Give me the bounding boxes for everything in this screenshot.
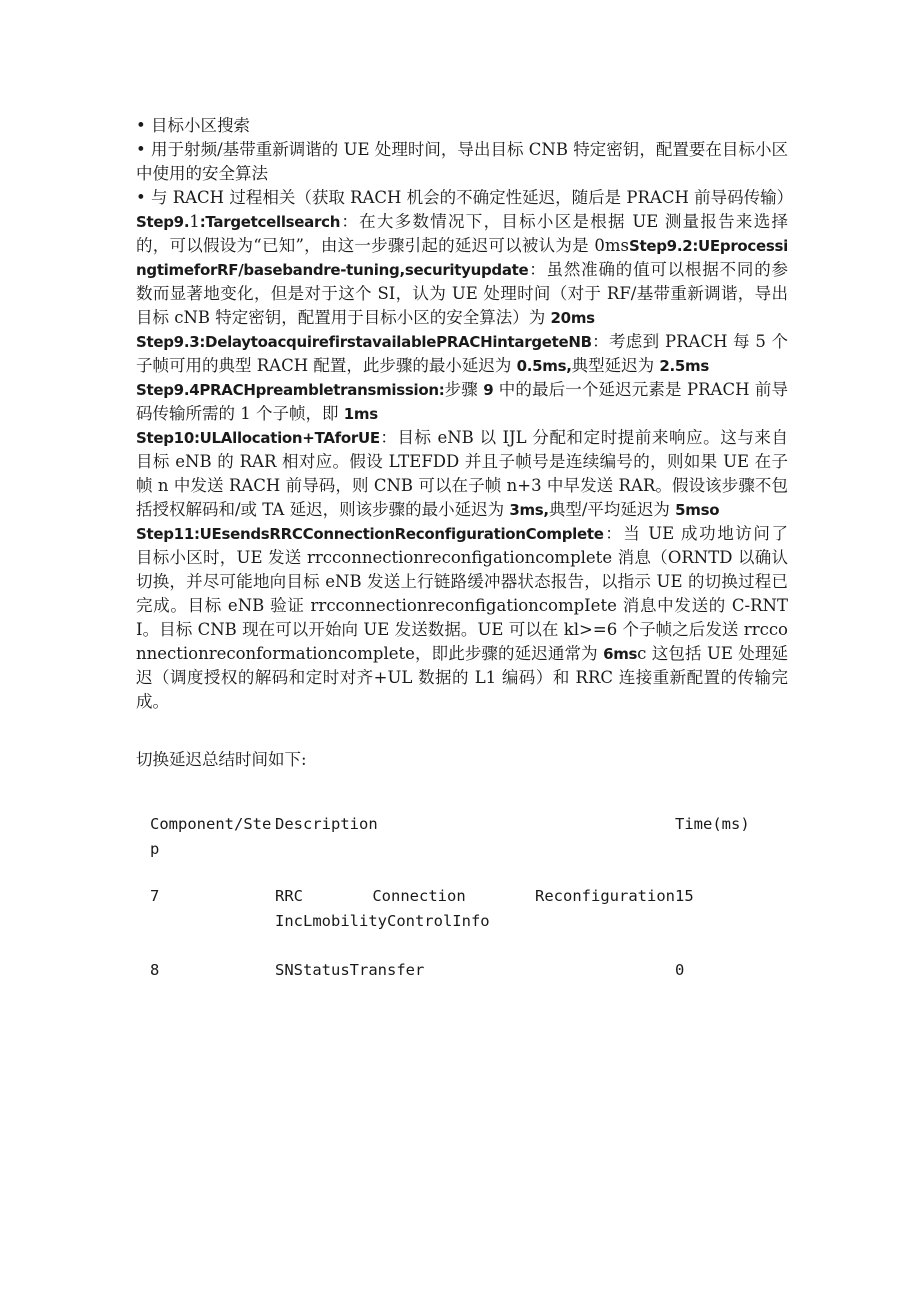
table-row: [150, 884, 765, 958]
step-value: 5mso: [675, 501, 720, 519]
step-heading: Step9.2:UEprocessingtimeforRF/basebandre-tuning,securityupdate: [136, 237, 788, 279]
bullet-item: • 用于射频/基带重新调谐的 UE 处理时间，导出目标 CNB 特定密钥，配置要在目标小区中使用的安全算法: [136, 140, 788, 183]
step-heading-num: 1: [189, 212, 200, 231]
step-9-1-paragraph: [136, 210, 788, 330]
step-heading: Step9.: [136, 213, 190, 231]
description-word: RRC: [275, 887, 303, 905]
step-text: 典型延迟为: [571, 356, 660, 375]
cell-time: 0: [675, 961, 685, 979]
cell-step: 7: [150, 887, 160, 905]
step-text: ：目标 eNB 以 IJL 分配和定时提前来响应。这与来自目标 eNB 的 RAR 相对应。假设 LTEFDD 并且子帧号是连续编号的，则如果 UE 在子帧 n 中发送 RACH 前导码，则 CNB 可以在子帧 n+3 中早发送 RAR。假设该步骤不包括授权解码和/或 TA 延迟，则该步骤的最小延迟为: [136, 428, 788, 519]
step-value: 3ms,: [509, 501, 549, 519]
handover-delay-table: [150, 812, 765, 1032]
bullet-item: • 与 RACH 过程相关（获取 RACH 机会的不确定性延迟，随后是 PRACH 前导码传输）: [136, 188, 794, 207]
step-text: ：虽然准确的值可以根据不同的参数而显著地变化，但是对于这个 SI，认为 UE 处理时间（对于 RF/基带重新调谐，导出目标 cNB 特定密钥，配置用于目标小区的安全算法）为: [136, 260, 788, 327]
cell-step: 8: [150, 961, 160, 979]
step-text: ：在大多数情况下，目标小区是根据 UE 测量报告来选择的，可以假设为“已知”，由这一步骤引起的延迟可以被认为是 0ms: [136, 212, 788, 255]
column-header-time: Time(ms): [675, 815, 750, 833]
bullet-item: • 目标小区搜索: [136, 116, 250, 135]
step-heading: Step11:UEsendsRRCConnectionReconfigurationComplete: [136, 525, 604, 543]
table-header-row: [150, 812, 765, 884]
step-text: ：当 UE 成功地访问了目标小区时，UE 发送 rrcconnectionreconfigationcomplete 消息（ORNTD 以确认切换，并尽可能地向目标 eNB 发送上行链路缓冲器状态报告，以指示 UE 的切换过程已完成。目标 eNB 验证 rrcconnectionreconfigationcompIete 消息中发送的 C-RNTI。目标 CNB 现在可以开始向 UE 发送数据。UE 可以在 kl>=6 个子帧之后发送 rrcconnectionreconformationcomplete，即此步骤的延迟通常为: [136, 524, 788, 663]
step-value: 20ms: [550, 309, 595, 327]
step-heading: Step9.3:DelaytoacquirefirstavailablePRACHintargeteNB: [136, 333, 592, 351]
step-heading: Step10:ULAllocation+TAforUE: [136, 429, 380, 447]
step-text: c 这包括 UE 处理延迟（调度授权的解码和定时对齐+UL 数据的 L1 编码）和 RRC 连接重新配置的传输完成。: [136, 644, 788, 711]
description-word: Reconfiguration: [535, 887, 675, 905]
step-value: 0.5ms,: [516, 357, 572, 375]
step-11-paragraph: [136, 522, 788, 714]
summary-line: 切换延迟总结时间如下:: [136, 750, 307, 769]
column-header-component: Component/Ste p: [150, 815, 272, 858]
step-text: 中的最后一个延迟元素是 PRACH 前导码传输所需的 1 个子帧，即: [136, 380, 788, 423]
step-text: 步骤: [444, 380, 484, 399]
cell-time: 15: [675, 887, 694, 905]
column-header-description: Description: [275, 815, 378, 833]
description-word: Connection: [372, 887, 466, 905]
step-value: 1ms: [343, 405, 378, 423]
step-heading: :Targetcellsearch: [199, 213, 341, 231]
step-value: 6ms: [603, 645, 638, 663]
step-text: 典型/平均延迟为: [548, 500, 676, 519]
step-9-3-paragraph: [136, 330, 788, 378]
step-value: 2.5ms: [659, 357, 710, 375]
step-10-paragraph: [136, 426, 788, 522]
cell-description: [275, 884, 675, 958]
step-value: 9: [483, 381, 494, 399]
cell-description: SNStatusTransfer: [275, 961, 425, 979]
step-heading: Step9.4PRACHpreambletransmission:: [136, 381, 445, 399]
description-line: [275, 884, 675, 909]
step-text: ：考虑到 PRACH 每 5 个子帧可用的典型 RACH 配置，此步骤的最小延迟为: [136, 332, 788, 375]
table-row: [150, 958, 765, 1032]
step-9-4-paragraph: [136, 378, 788, 426]
description-line: IncLmobilityControlInfo: [275, 912, 490, 930]
spacer: [136, 714, 788, 748]
document-body: [136, 114, 794, 772]
